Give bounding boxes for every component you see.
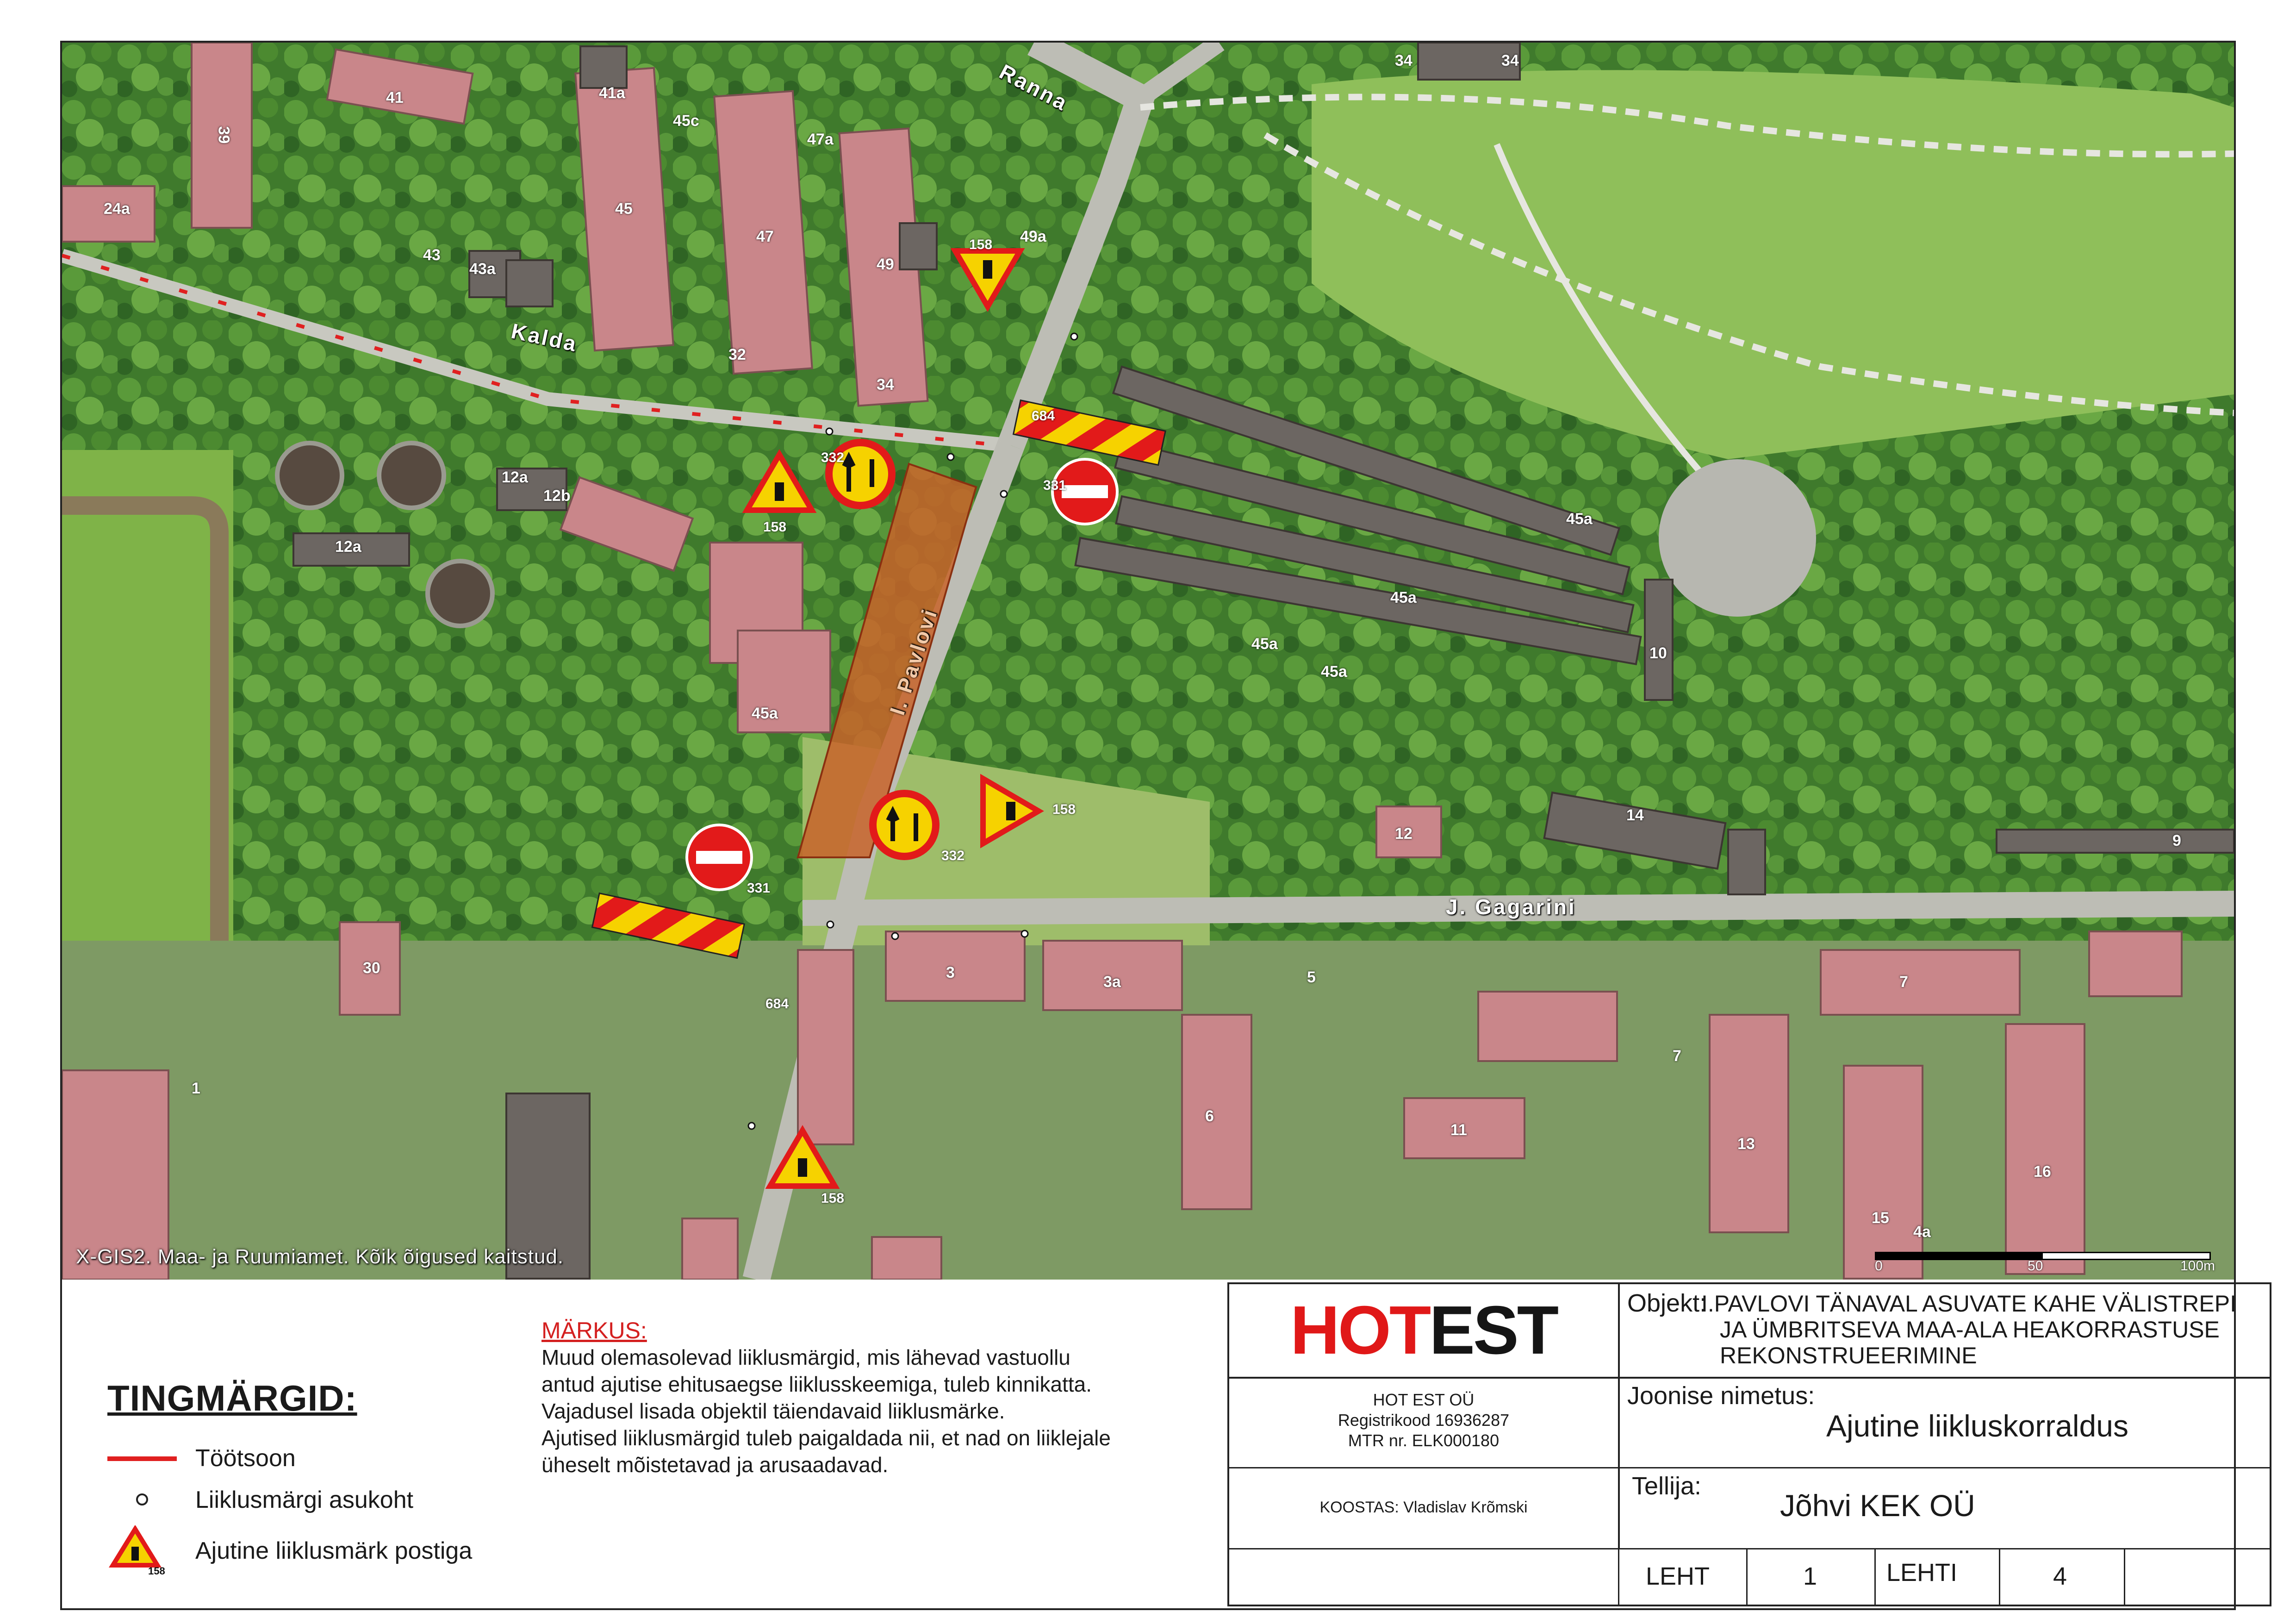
sheets-total: 4 [2053,1562,2067,1590]
sheet-label: LEHT [1646,1562,1710,1590]
tank [277,443,342,508]
sign-code-label: 158 [821,1191,845,1206]
legend-temp-sign-label: Ajutine liiklusmärk postiga [195,1537,473,1564]
building-label: 12a [502,468,528,486]
notes-line: Muud olemasolevad liiklusmärgid, mis lähevad vastuollu [541,1345,1070,1369]
company-mtr: MTR nr. ELK000180 [1348,1431,1500,1450]
legend-sign-location [107,1486,413,1514]
building-label: 45a [752,705,778,722]
sign-code-label: 331 [747,881,771,896]
no-entry-sign-south [687,825,752,890]
building-label: 45a [1566,510,1593,528]
notes-line: antud ajutise ehitusaegse liiklusskeemiga, tuleb kinnikatta. [541,1372,1092,1396]
scale-label: 0 [1875,1258,1883,1274]
author: KOOSTAS: Vladislav Krõmski [1319,1499,1528,1516]
building-label: 41 [386,89,404,106]
notes-title: MÄRKUS: [541,1318,647,1343]
building-label: 15 [1872,1209,1889,1227]
sheet-number: 1 [1803,1562,1817,1590]
company-registry: Registrikood 16936287 [1338,1411,1510,1430]
building-label: 43a [469,260,496,278]
building-label: 5 [1307,968,1316,986]
scale-label: 50 [2028,1258,2043,1274]
object-label: Objekt: [1627,1289,1707,1317]
building-label: 43 [423,246,441,264]
priority-sign-south [873,793,936,856]
client-label: Tellija: [1632,1472,1702,1500]
building-label: 3a [1103,973,1121,991]
building-label: 24a [104,200,130,218]
object-title-line: I.PAVLOVI TÄNAVAL ASUVATE KAHE VÄLISTREPI [1701,1291,2236,1317]
drawing-name-label: Joonise nimetus: [1627,1382,1815,1410]
location-dot-icon [107,1486,181,1514]
building-label: 16 [2034,1163,2051,1181]
building-label: 34 [877,376,894,394]
building-label: 7 [1899,973,1908,991]
aerial-map[interactable] [62,43,2234,1280]
building-label: 45a [1321,663,1347,681]
roadworks-sign-icon [107,1525,181,1576]
building-label: 47a [807,131,834,148]
sign-code-label: 684 [765,996,789,1012]
legend-sign-location-label: Liiklusmärgi asukoht [195,1487,414,1513]
company-name: HOT EST OÜ [1373,1390,1475,1409]
notes-block [541,1317,1226,1478]
logo-hot: HOT [1290,1292,1430,1368]
object-title [1701,1291,2236,1368]
building-label: 41a [599,84,625,102]
building-label: 13 [1737,1135,1755,1153]
sign-code-label: 158 [969,237,993,252]
legend-temp-sign [107,1525,472,1576]
notes-line: Ajutised liiklusmärgid tuleb paigaldada nii, et nad on liiklejale [541,1426,1111,1450]
street-label-pavlovi: I. Pavlovi [884,605,942,718]
building-label: 14 [1626,806,1644,824]
scale-bar [1875,1237,2217,1274]
object-title-line: JA ÜMBRITSEVA MAA-ALA HEAKORRASTUSE [1720,1317,2220,1343]
street-label-kalda: Kalda [509,319,580,356]
notes-line: Vajadusel lisada objektil täiendavaid liiklusmärke. [541,1399,1005,1423]
building-label: 3 [946,964,955,981]
round-plaza [1659,459,1816,617]
legend-title: TINGMÄRGID: [107,1378,357,1418]
title-block [1227,1282,2271,1606]
building-label: 30 [363,959,380,977]
street-label-gagarini: J. Gagarini [1446,895,1576,919]
sign-code-label: 158 [1052,802,1076,817]
building-label: 12 [1395,825,1412,843]
tank [428,561,492,626]
object-title-line: REKONSTRUEERIMINE [1720,1343,1977,1368]
building-label: 34 [1501,52,1519,69]
building-label: 45 [615,200,633,218]
work-zone-line-icon [107,1444,181,1472]
sign-code-label: 332 [941,848,965,863]
legend-work-zone-label: Töötsoon [195,1445,296,1472]
building-label: 49 [877,256,894,273]
map-canvas [62,43,2234,1280]
tank [379,443,444,508]
sign-code-label: 158 [763,519,787,535]
logo-est: EST [1429,1292,1557,1368]
drawing-name: Ajutine liikluskorraldus [1826,1409,2128,1443]
building-label: 45a [1251,635,1278,653]
client-name: Jõhvi KEK OÜ [1780,1488,1975,1523]
building-label: 12b [543,487,571,505]
map-credit: X-GIS2. Maa- ja Ruumiamet. Kõik õigused kaitstud. [76,1245,564,1268]
building-label: 39 [215,126,233,144]
sign-code-label: 332 [821,450,845,465]
building-label: 34 [1395,52,1412,69]
street-label-ranna: Ranna [996,59,1073,116]
sheets-label: LEHTI [1886,1559,1958,1587]
building-label: 11 [1450,1121,1467,1139]
building-label: 10 [1649,644,1667,662]
building-label: 1 [192,1080,200,1097]
building-label: 7 [1673,1047,1681,1065]
notes-line: üheselt mõistetavad ja arusaadavad. [541,1453,889,1477]
building-label: 45a [1390,589,1417,606]
building-label: 9 [2172,832,2181,849]
building-label: 49a [1020,228,1046,245]
temp-sign-code: 158 [148,1565,165,1576]
legend-work-zone [107,1444,296,1472]
building-label: 47 [756,228,774,245]
sign-code-label: 331 [1043,478,1067,493]
building-label: 45c [673,112,699,130]
sign-code-label: 684 [1032,408,1055,424]
building-label: 6 [1205,1107,1214,1125]
scale-label: 100m [2180,1258,2215,1274]
company-info [1229,1377,1618,1467]
building-label: 4a [1913,1223,1931,1241]
building-label: 32 [728,346,746,363]
company-logo [1229,1284,1618,1377]
building-label: 12a [335,538,361,556]
